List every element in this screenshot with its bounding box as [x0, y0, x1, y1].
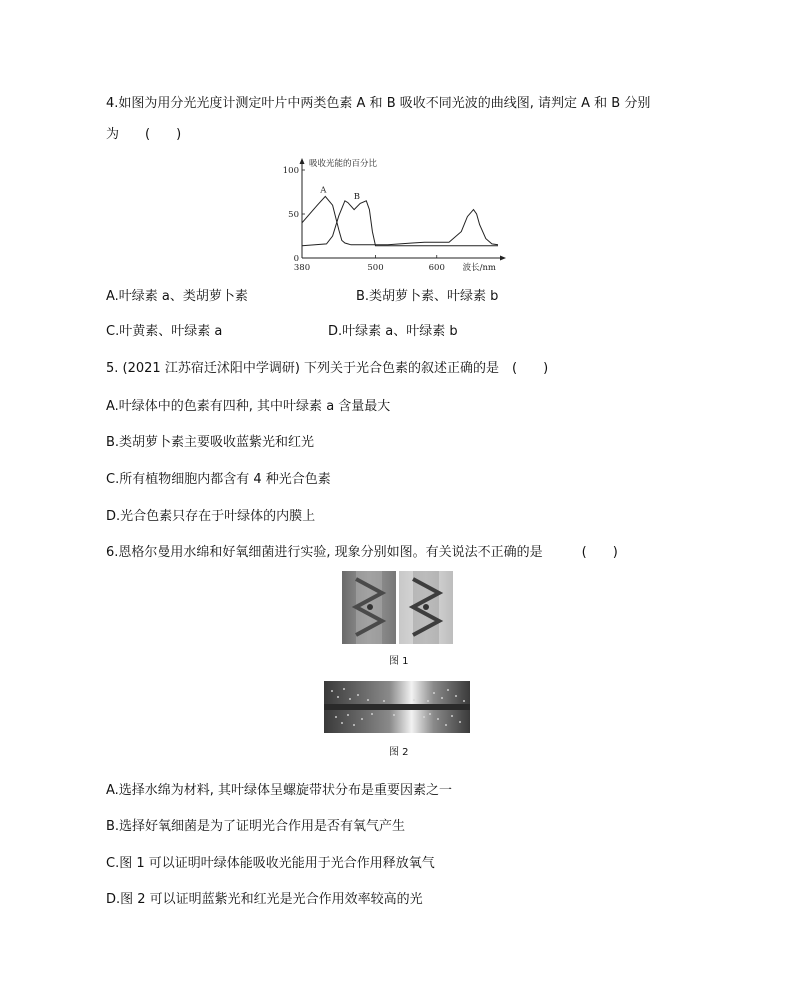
series-label-A: A — [320, 185, 327, 196]
q6-stem: 6.恩格尔曼用水绵和好氧细菌进行实验, 现象分别如图。有关说法不正确的是 ( ) — [106, 545, 618, 560]
q4-option-c: C.叶黄素、叶绿素 a — [106, 324, 223, 339]
figure-1-image — [342, 571, 453, 644]
q4-stem-line2: 为 ( ) — [106, 127, 182, 142]
x-tick-label: 600 — [428, 263, 445, 273]
q4-option-b: B.类胡萝卜素、叶绿素 b — [356, 289, 499, 304]
q6-option-d: D.图 2 可以证明蓝紫光和红光是光合作用效率较高的光 — [106, 892, 423, 907]
q5-option-d: D.光合色素只存在于叶绿体的内膜上 — [106, 509, 316, 524]
q5-option-b: B.类胡萝卜素主要吸收蓝紫光和红光 — [106, 435, 315, 450]
figure-1-caption: 图 1 — [389, 656, 409, 667]
q4-stem-line1: 4.如图为用分光光度计测定叶片中两类色素 A 和 B 吸收不同光波的曲线图, 请判定 A 和 B 分别 — [106, 96, 651, 111]
x-axis-label: 波长/nm — [462, 263, 496, 273]
q4-option-a: A.叶绿素 a、类胡萝卜素 — [106, 289, 248, 304]
series-line-B — [302, 201, 498, 246]
series-label-B: B — [353, 191, 360, 202]
x-axis-arrow — [500, 256, 506, 261]
q4-option-d: D.叶绿素 a、叶绿素 b — [328, 324, 458, 339]
q6-option-c: C.图 1 可以证明叶绿体能吸收光能用于光合作用释放氧气 — [106, 856, 435, 871]
chart-title: 吸收光能的百分比 — [309, 159, 378, 169]
x-tick-label: 500 — [367, 263, 384, 273]
absorption-chart — [280, 148, 520, 276]
q5-stem: 5. (2021 江苏宿迁沭阳中学调研) 下列关于光合色素的叙述正确的是 ( ) — [106, 361, 549, 376]
y-tick-label: 0 — [293, 254, 299, 264]
q6-option-a: A.选择水绵为材料, 其叶绿体呈螺旋带状分布是重要因素之一 — [106, 783, 453, 798]
q5-option-a: A.叶绿体中的色素有四种, 其中叶绿素 a 含量最大 — [106, 399, 391, 414]
x-tick-label: 380 — [293, 263, 311, 273]
y-tick-label: 50 — [288, 210, 299, 220]
q5-option-c: C.所有植物细胞内都含有 4 种光合色素 — [106, 472, 331, 487]
figure-2-image — [324, 681, 470, 733]
y-axis-arrow — [300, 158, 305, 164]
y-tick-label: 100 — [282, 166, 299, 176]
q6-option-b: B.选择好氧细菌是为了证明光合作用是否有氧气产生 — [106, 819, 406, 834]
figure-2-caption: 图 2 — [389, 747, 409, 758]
